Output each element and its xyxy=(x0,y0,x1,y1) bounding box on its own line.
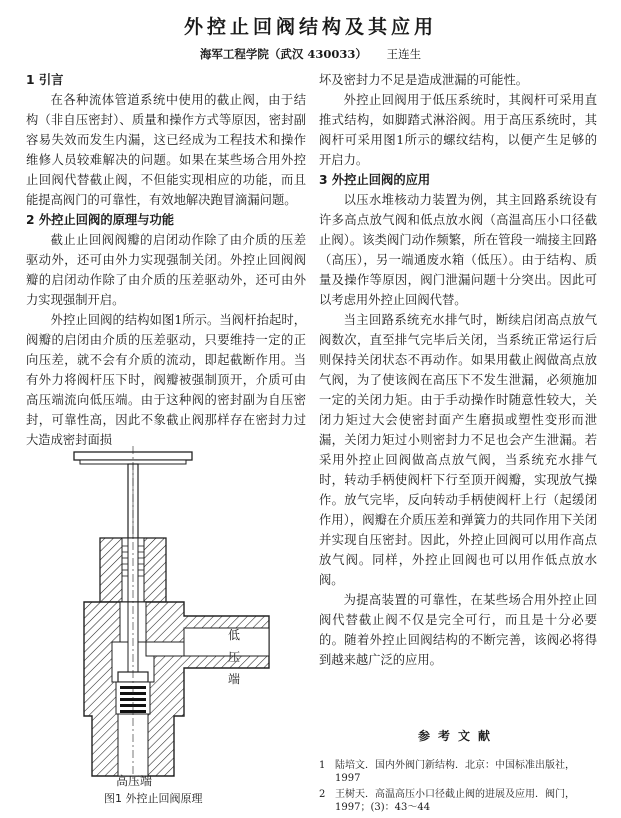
section-heading-application: 3 外控止回阀的应用 xyxy=(319,173,431,187)
author-name: 王连生 xyxy=(386,47,422,61)
left-column xyxy=(26,70,306,450)
reference-number: 2 xyxy=(319,789,326,800)
affiliation-org: 海军工程学院（武汉 430033） xyxy=(199,47,367,61)
low-pressure-label xyxy=(228,624,240,690)
reference-item xyxy=(319,788,599,814)
paragraph: 外控止回阀的结构如图1所示。当阀杆抬起时，阀瓣的启闭由介质的压差驱动，只要维持一定的正向压差，就不会有介质的流动，即起截断作用。当有外力将阀杆压下时，阀瓣被强制顶开，介质可由高压端流向低压端。由于这种阀的密封副为自压密封，可靠性高，因此不象截止阀那样存在密封力过大造成密封面损 xyxy=(26,313,306,447)
high-pressure-label: 高压端 xyxy=(116,774,153,788)
reference-text: 陆培文．国内外阀门新结构．北京：中国标准出版社，1997 xyxy=(335,760,575,784)
figure-valve-diagram xyxy=(44,446,274,786)
paragraph: 当主回路系统充水排气时，断续启闭高点放气阀数次，直至排气完毕后关闭，当系统正常运行后则保持关闭状态不再动作。如果用截止阀做高点放气阀，为了使该阀在高压下不发生泄漏，必须施加一定的关闭力矩。由于手动操作时随意性较大，关闭力矩过大会使密封面产生磨损或塑性变形而泄漏，关闭力矩过小则密封力不足也会产生泄漏。若采用外控止回阀做高点放气阀，当系统充水排气时，转动手柄使阀杆下行至顶开阀瓣，实现放气操作。放气完毕，反向转动手柄使阀杆上行（起缓闭作用），阀瓣在介质压差和弹簧力的共同作用下关闭并实现自压密封。因此，外控止回阀可以用作高点放气阀。同样，外控止回阀也可以用作低点放水阀。 xyxy=(319,313,597,587)
paragraph: 在各种流体管道系统中使用的截止阀，由于结构（非自压密封）、质量和操作方式等原因，密封副容易失效而发生内漏，这已经成为工程技术和操作维修人员较难解决的问题。如果在某些场合用外控止回阀代替截止阀，不但能实现相应的功能，而且能提高阀门的可靠性，有效地解决跑冒滴漏问题。 xyxy=(26,93,306,207)
section-heading-principle: 2 外控止回阀的原理与功能 xyxy=(26,213,175,227)
section-heading-intro: 1 引言 xyxy=(26,73,64,87)
paragraph: 坏及密封力不足是造成泄漏的可能性。 xyxy=(319,73,529,87)
references-list xyxy=(319,759,599,817)
paragraph: 截止止回阀阀瓣的启闭动作除了由介质的压差驱动外，还可由外力实现强制关闭。外控止回阀阀瓣的启闭动作除了由介质的压差驱动外，还可由外力实现强制开启。 xyxy=(26,233,306,307)
reference-number: 1 xyxy=(319,760,326,771)
low-pressure-char: 压 xyxy=(228,650,241,664)
affiliation xyxy=(0,46,621,62)
paragraph: 以压水堆核动力装置为例，其主回路系统设有许多高点放气阀和低点放水阀（高温高压小口径截止阀）。该类阀门动作频繁，所在管段一端接主回路（高压），另一端通废水箱（低压）。由于结构、质量及操作等原因，阀门泄漏问题十分突出。因此可以考虑用外控止回阀代替。 xyxy=(319,193,597,307)
paragraph: 外控止回阀用于低压系统时，其阀杆可采用直推式结构，如脚踏式淋浴阀。用于高压系统时，其阀杆可采用图1所示的螺纹结构，以便产生足够的开启力。 xyxy=(319,93,597,167)
paragraph: 为提高装置的可靠性，在某些场合用外控止回阀代替截止阀不仅是完全可行，而且是十分必要的。随着外控止回阀结构的不断完善，该阀必将得到越来越广泛的应用。 xyxy=(319,593,597,667)
low-pressure-char: 低 xyxy=(228,628,241,642)
right-column xyxy=(319,70,597,670)
valve-cross-section-drawing xyxy=(44,446,274,786)
references-heading: 参考文献 xyxy=(417,729,498,743)
reference-item xyxy=(319,759,599,785)
low-pressure-char: 端 xyxy=(228,672,241,686)
reference-text: 王树天．高温高压小口径截止阀的进展及应用．阀门，1997；(3)：43～44 xyxy=(335,789,575,813)
figure-caption: 图1 外控止回阀原理 xyxy=(104,792,203,805)
paper-title: 外控止回阀结构及其应用 xyxy=(183,16,437,38)
